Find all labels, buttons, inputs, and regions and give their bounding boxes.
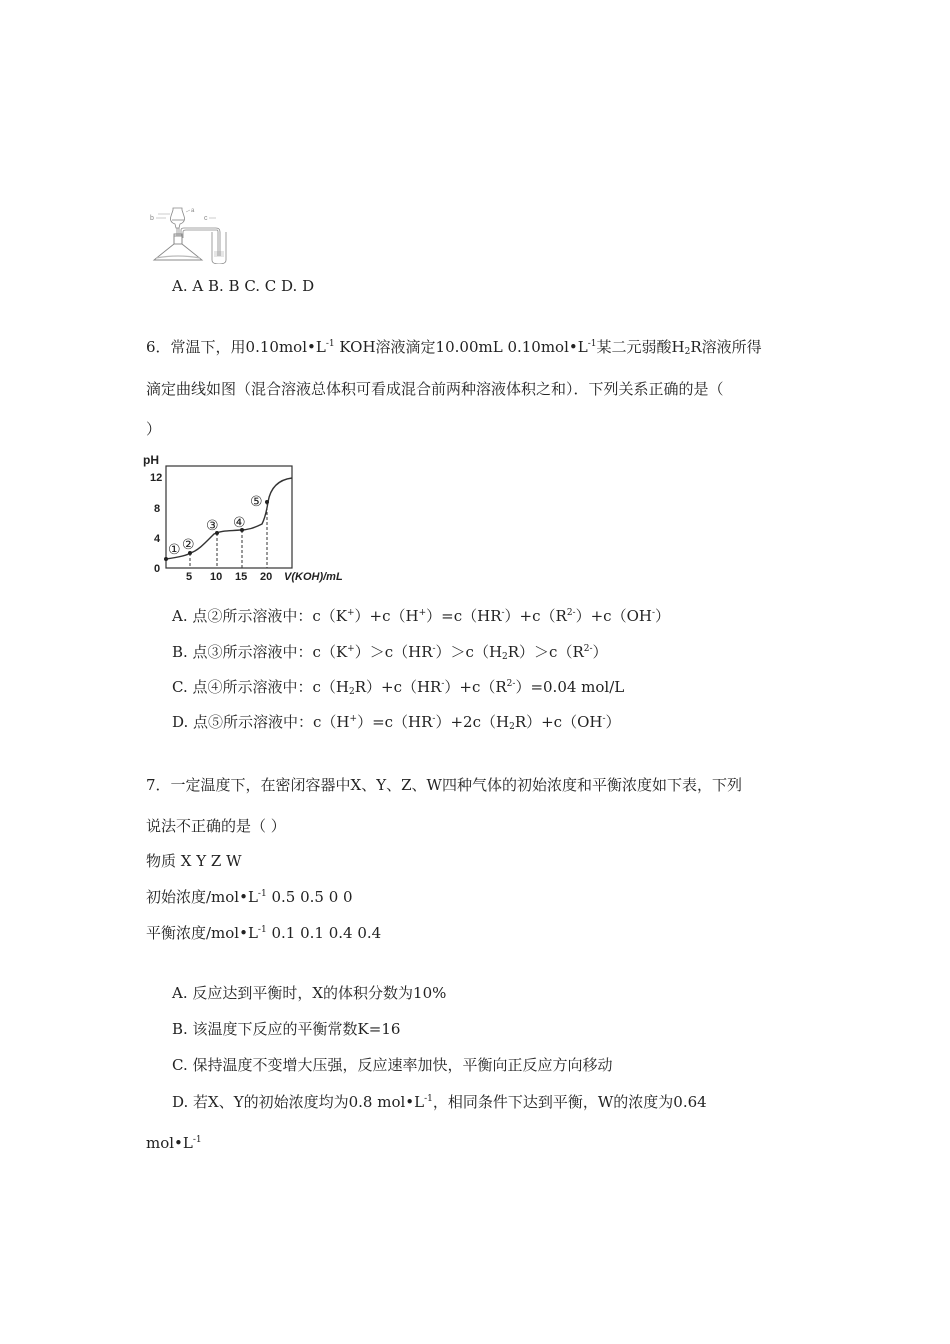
q6d-1: D. 点⑤所示溶液中：c（H <box>172 713 350 731</box>
q7-table-equilibrium <box>146 923 381 943</box>
q6-option-c <box>172 677 624 697</box>
q7-init-a: 初始浓度/mol•L <box>146 888 258 906</box>
q6-l1g: R溶液所得 <box>690 338 762 356</box>
q7-stem-line1: 7．一定温度下，在密闭容器中X、Y、Z、W四种气体的初始浓度和平衡浓度如下表，下列 <box>146 776 742 794</box>
ytick-0: 0 <box>154 563 161 575</box>
point-1 <box>164 557 168 561</box>
q7-option-d <box>172 1092 707 1112</box>
q7d2-1: mol•L <box>146 1134 193 1152</box>
ytick-12: 12 <box>150 472 163 484</box>
q7-option-d-cont <box>146 1133 202 1153</box>
marker-4: ④ <box>233 514 246 530</box>
label-a: a <box>191 208 195 214</box>
q6b-2: + <box>347 644 355 654</box>
q7-init-c: 0.5 0.5 0 0 <box>266 888 353 906</box>
apparatus-labels <box>146 206 256 264</box>
q6-stem-line2: 滴定曲线如图（混合溶液总体积可看成混合前两种溶液体积之和）．下列关系正确的是（ <box>146 380 724 398</box>
q6-l1e: 某二元弱酸H <box>596 338 685 356</box>
q7-eq-b: -1 <box>257 925 267 935</box>
q6d-7: R）+c（OH <box>514 713 603 731</box>
q7-table-header: 物质 X Y Z W <box>146 852 242 870</box>
q6b-1: B. 点③所示溶液中：c（K <box>172 643 348 661</box>
q6-option-b <box>172 642 608 662</box>
q6c-4: - <box>441 679 445 689</box>
q6b-8: 2- <box>583 644 593 654</box>
q6-l1f: 2 <box>684 347 691 357</box>
q6c-3: R）+c（HR <box>354 678 442 696</box>
q6-stem-line3: ） <box>146 420 162 438</box>
q6b-9: ） <box>592 643 608 661</box>
q7-init-b: -1 <box>257 889 267 899</box>
q7-eq-a: 平衡浓度/mol•L <box>146 924 258 942</box>
q6b-3: ）＞c（HR <box>354 643 433 661</box>
q6d-5: ）+2c（H <box>435 713 510 731</box>
q7d-3: ，相同条件下达到平衡，W的浓度为0.64 <box>432 1093 707 1111</box>
q6-l1d: -1 <box>587 339 597 349</box>
q6a-3: ）+c（H <box>354 607 419 625</box>
q6b-7: R）＞c（R <box>507 643 584 661</box>
q6c-7: ）=0.04 mol/L <box>515 678 625 696</box>
q6-stem-line1 <box>146 337 762 357</box>
q7-eq-c: 0.1 0.1 0.4 0.4 <box>266 924 382 942</box>
q7-stem-line2: 说法不正确的是（ ） <box>146 817 286 835</box>
q7d-1: D. 若X、Y的初始浓度均为0.8 mol•L <box>172 1093 425 1111</box>
q6-l1b: -1 <box>325 339 335 349</box>
q7-table-initial <box>146 887 353 907</box>
q6a-11: ） <box>655 607 671 625</box>
q6d-3: ）=c（HR <box>357 713 433 731</box>
chart-xlabel: V(KOH)/mL <box>284 571 343 583</box>
xtick-20: 20 <box>260 571 273 583</box>
q6a-6: - <box>501 608 505 618</box>
chart-frame <box>166 466 292 568</box>
q6d-8: - <box>602 714 606 724</box>
q6b-6: 2 <box>502 652 508 662</box>
ytick-8: 8 <box>154 503 161 515</box>
xtick-5: 5 <box>186 571 193 583</box>
chart-ylabel: pH <box>143 453 159 467</box>
q6d-6: 2 <box>509 722 515 732</box>
q6a-10: - <box>651 608 655 618</box>
q7-option-c: C. 保持温度不变增大压强，反应速率加快，平衡向正反应方向移动 <box>172 1056 613 1074</box>
marker-3: ③ <box>206 517 219 533</box>
label-b: b <box>150 215 154 222</box>
q6d-2: + <box>349 714 358 724</box>
q7d-2: -1 <box>424 1094 433 1104</box>
q6b-4: - <box>432 644 436 654</box>
q6-l1c: KOH溶液滴定10.00mL 0.10mol•L <box>334 338 588 356</box>
q6c-2: 2 <box>348 687 355 697</box>
marker-5: ⑤ <box>250 493 263 509</box>
xtick-10: 10 <box>210 571 223 583</box>
q6c-6: 2- <box>506 679 516 689</box>
q6a-1: A. 点②所示溶液中：c（K <box>172 607 347 625</box>
ytick-4: 4 <box>154 533 161 545</box>
q6a-4: + <box>418 608 427 618</box>
xtick-15: 15 <box>235 571 248 583</box>
q7-option-a: A. 反应达到平衡时，X的体积分数为10% <box>172 984 447 1002</box>
titration-curve-chart <box>140 450 360 585</box>
q6c-5: ）+c（R <box>444 678 507 696</box>
q6-option-d <box>172 712 621 732</box>
q7d2-2: -1 <box>192 1135 202 1145</box>
q7-option-b: B. 该温度下反应的平衡常数K=16 <box>172 1020 401 1038</box>
q6b-5: ）＞c（H <box>435 643 503 661</box>
q6-option-a <box>172 606 670 626</box>
marker-2: ② <box>182 536 195 552</box>
q6a-5: ）=c（HR <box>426 607 502 625</box>
q6a-9: ）+c（OH <box>575 607 652 625</box>
marker-1: ① <box>168 541 181 557</box>
q6c-1: C. 点④所示溶液中：c（H <box>172 678 349 696</box>
q5-options: A. A B. B C. C D. D <box>172 277 315 295</box>
q6d-4: - <box>432 714 436 724</box>
label-c: c <box>204 215 208 222</box>
q6a-2: + <box>346 608 355 618</box>
q6a-8: 2- <box>566 608 576 618</box>
q6d-9: ） <box>605 713 621 731</box>
point-5 <box>265 500 269 504</box>
q6-l1a: 6．常温下，用0.10mol•L <box>146 338 326 356</box>
q6a-7: ）+c（R <box>504 607 567 625</box>
